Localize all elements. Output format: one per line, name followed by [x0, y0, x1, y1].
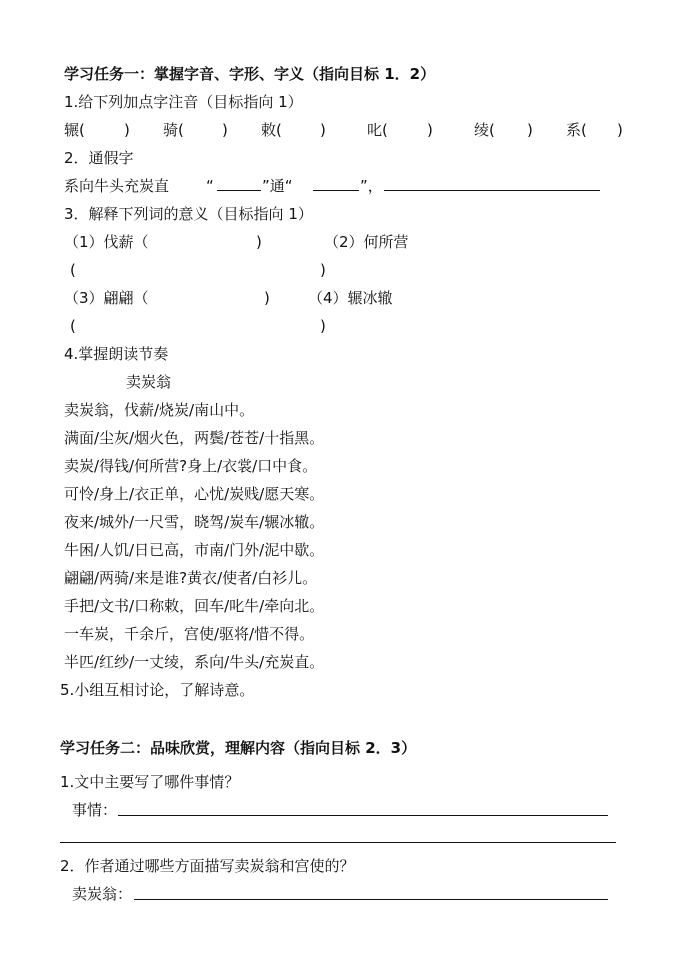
poem-line: 卖炭翁，伐薪/烧炭/南山中。: [64, 401, 255, 419]
event-answer-line-2[interactable]: [60, 842, 616, 843]
pinyin-char-1: 辗(: [64, 121, 85, 139]
maitanweng-label: 卖炭翁：: [72, 885, 133, 903]
maitanweng-answer-line[interactable]: [134, 899, 608, 900]
blank-2[interactable]: [313, 190, 359, 191]
poem-line: 半匹/红纱/一丈绫，系向/牛头/充炭直。: [64, 653, 325, 671]
quote-open-1: “: [206, 177, 214, 195]
pinyin-close-5: ): [527, 121, 533, 139]
q3-close-3: ): [264, 289, 270, 307]
t2-q2-title: 2．作者通过哪些方面描写卖炭翁和宫使的？: [60, 857, 355, 875]
q4-title: 4.掌握朗读节奏: [64, 345, 169, 363]
poem-line: 满面/尘灰/烟火色，两鬓/苍苍/十指黑。: [64, 429, 325, 447]
task1-heading: 学习任务一：掌握字音、字形、字义（指向目标 1．2）: [64, 65, 436, 83]
q1-title: 1.给下列加点字注音（目标指向 1）: [64, 93, 303, 111]
pinyin-close-4: ): [427, 121, 433, 139]
q3-item-4: （4）辗冰辙: [308, 289, 393, 307]
q3-open-2: (: [70, 261, 76, 279]
quote-middle: ”通“: [262, 177, 293, 195]
q3-close-1: ): [256, 233, 262, 251]
q2-title: 2．通假字: [64, 149, 134, 167]
pinyin-char-5: 绫(: [474, 121, 495, 139]
q5-title: 5.小组互相讨论，了解诗意。: [60, 681, 255, 699]
blank-1[interactable]: [217, 190, 261, 191]
pinyin-char-6: 系(: [566, 121, 587, 139]
pinyin-char-2: 骑(: [163, 121, 184, 139]
poem-line: 牛困/人饥/日已高，市南/门外/泥中歇。: [64, 541, 325, 559]
t2-q1-title: 1.文中主要写了哪件事情？: [60, 773, 240, 791]
task2-heading: 学习任务二：品味欣赏，理解内容（指向目标 2．3）: [60, 739, 417, 757]
q3-title: 3．解释下列词的意义（目标指向 1）: [64, 205, 313, 223]
q3-item-1: （1）伐薪（: [64, 233, 149, 251]
poem-line: 一车炭，千余斤，宫使/驱将/惜不得。: [64, 625, 315, 643]
q3-close-2: ): [320, 261, 326, 279]
pinyin-close-2: ): [222, 121, 228, 139]
q3-close-4: ): [320, 317, 326, 335]
pinyin-char-4: 叱(: [367, 121, 388, 139]
tongjiazi-row: [64, 176, 169, 196]
poem-line: 翩翩/两骑/来是谁?黄衣/使者/白衫儿。: [64, 569, 318, 587]
poem-line: 夜来/城外/一尺雪，晓驾/炭车/辗冰辙。: [64, 513, 325, 531]
quote-close: ”，: [360, 177, 383, 195]
poem-line: 卖炭/得钱/何所营?身上/衣裳/口中食。: [64, 457, 318, 475]
blank-3[interactable]: [384, 190, 600, 191]
pinyin-close-1: ): [124, 121, 130, 139]
q3-item-2: （2）何所营: [324, 233, 409, 251]
q3-open-4: (: [70, 317, 76, 335]
tongjiazi-sentence: 系向牛头充炭直: [64, 177, 170, 195]
poem-line: 手把/文书/口称敕，回车/叱牛/牵向北。: [64, 597, 325, 615]
poem-line: 可怜/身上/衣正单，心忧/炭贱/愿天寒。: [64, 485, 325, 503]
event-label: 事情：: [72, 801, 118, 819]
poem-title: 卖炭翁: [126, 373, 172, 391]
q3-item-3: （3）翩翩（: [64, 289, 149, 307]
pinyin-char-3: 敕(: [261, 121, 282, 139]
pinyin-close-3: ): [320, 121, 326, 139]
event-answer-line[interactable]: [118, 815, 608, 816]
pinyin-close-6: ): [617, 121, 623, 139]
